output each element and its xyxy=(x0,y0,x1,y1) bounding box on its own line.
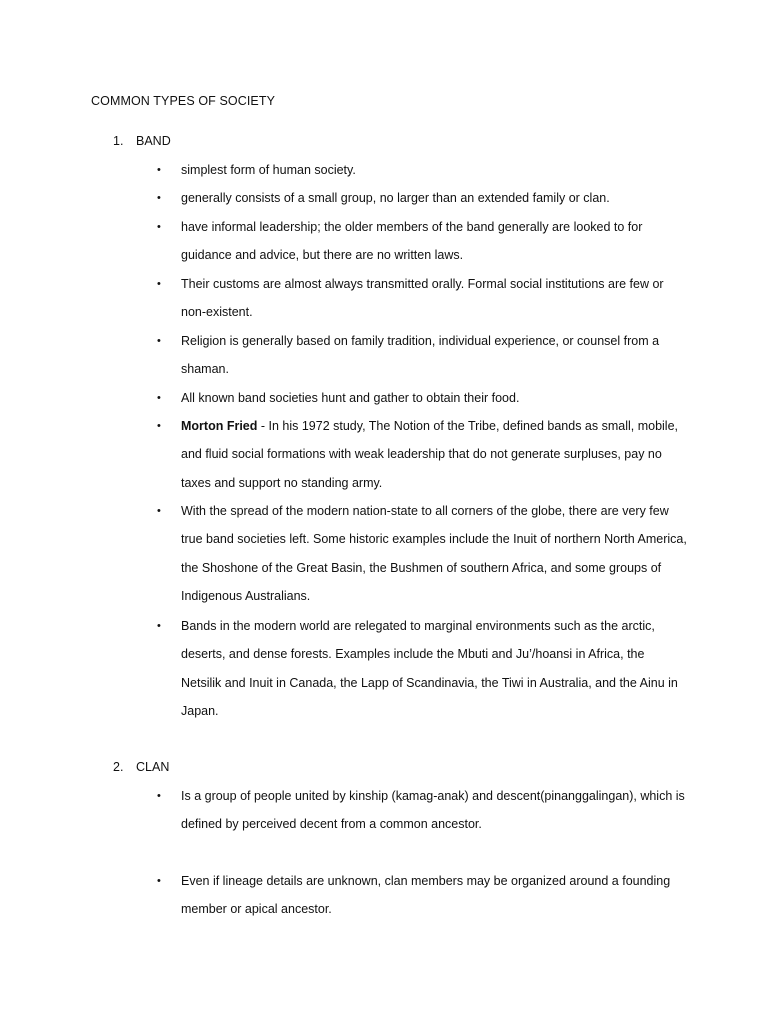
bullet-icon: • xyxy=(157,420,161,432)
bullet-icon: • xyxy=(157,620,161,632)
list-item xyxy=(157,184,687,212)
list-item-text: Bands in the modern world are relegated to marginal environments such as the arctic, deserts, and dense forests. Examples include the Mbuti and Ju’/hoansi in Africa, the Netsilik and Inuit in Canada, the Lapp of Scandinavia, the Tiwi in Australia, and the Ainu in Japan. xyxy=(181,619,678,719)
bullet-icon: • xyxy=(157,875,161,887)
list-item-text: With the spread of the modern nation-state to all corners of the globe, there are very few true band societies left. Some historic examples include the Inuit of northern North America, the Shoshone of the Great Basin, the Bushmen of southern Africa, and some groups of Indigenous Australians. xyxy=(181,504,687,604)
list-item-text: simplest form of human society. xyxy=(181,163,356,177)
list-item xyxy=(157,327,687,384)
list-item-text: Their customs are almost always transmitted orally. Formal social institutions are few or non-existent. xyxy=(181,277,664,320)
list-item xyxy=(157,497,687,611)
section-heading-band xyxy=(113,134,171,148)
section-number: 2. xyxy=(113,760,124,774)
section-title: BAND xyxy=(136,134,171,148)
bullet-icon: • xyxy=(157,790,161,802)
list-item-text: Morton Fried - In his 1972 study, The Notion of the Tribe, defined bands as small, mobile, and fluid social formations with weak leadership that do not generate surpluses, pay no taxes and support no standing army. xyxy=(181,419,678,490)
bullet-icon: • xyxy=(157,335,161,347)
list-item-text: generally consists of a small group, no larger than an extended family or clan. xyxy=(181,191,610,205)
bullet-icon: • xyxy=(157,392,161,404)
list-item xyxy=(157,412,687,497)
bullet-icon: • xyxy=(157,192,161,204)
list-item xyxy=(157,782,687,839)
page-title: COMMON TYPES OF SOCIETY xyxy=(91,94,276,108)
list-item-text: have informal leadership; the older members of the band generally are looked to for guidance and advice, but there are no written laws. xyxy=(181,220,643,263)
bullet-icon: • xyxy=(157,505,161,517)
bullet-icon: • xyxy=(157,278,161,290)
list-item-text: Is a group of people united by kinship (kamag-anak) and descent(pinanggalingan), which is defined by perceived decent from a common ancestor. xyxy=(181,789,685,832)
bullet-icon: • xyxy=(157,221,161,233)
section-heading-clan xyxy=(113,760,169,774)
list-item xyxy=(157,612,687,726)
list-item-text: Even if lineage details are unknown, clan members may be organized around a founding member or apical ancestor. xyxy=(181,874,671,917)
list-item xyxy=(157,270,687,327)
list-item xyxy=(157,213,687,270)
bold-lead: Morton Fried xyxy=(181,419,258,433)
bullet-icon: • xyxy=(157,164,161,176)
list-item-text: All known band societies hunt and gather to obtain their food. xyxy=(181,391,520,405)
section-number: 1. xyxy=(113,134,124,148)
list-item xyxy=(157,384,687,412)
list-item xyxy=(157,156,687,184)
list-item xyxy=(157,867,687,924)
list-item-text: Religion is generally based on family tradition, individual experience, or counsel from a shaman. xyxy=(181,334,660,377)
section-title: CLAN xyxy=(136,760,170,774)
